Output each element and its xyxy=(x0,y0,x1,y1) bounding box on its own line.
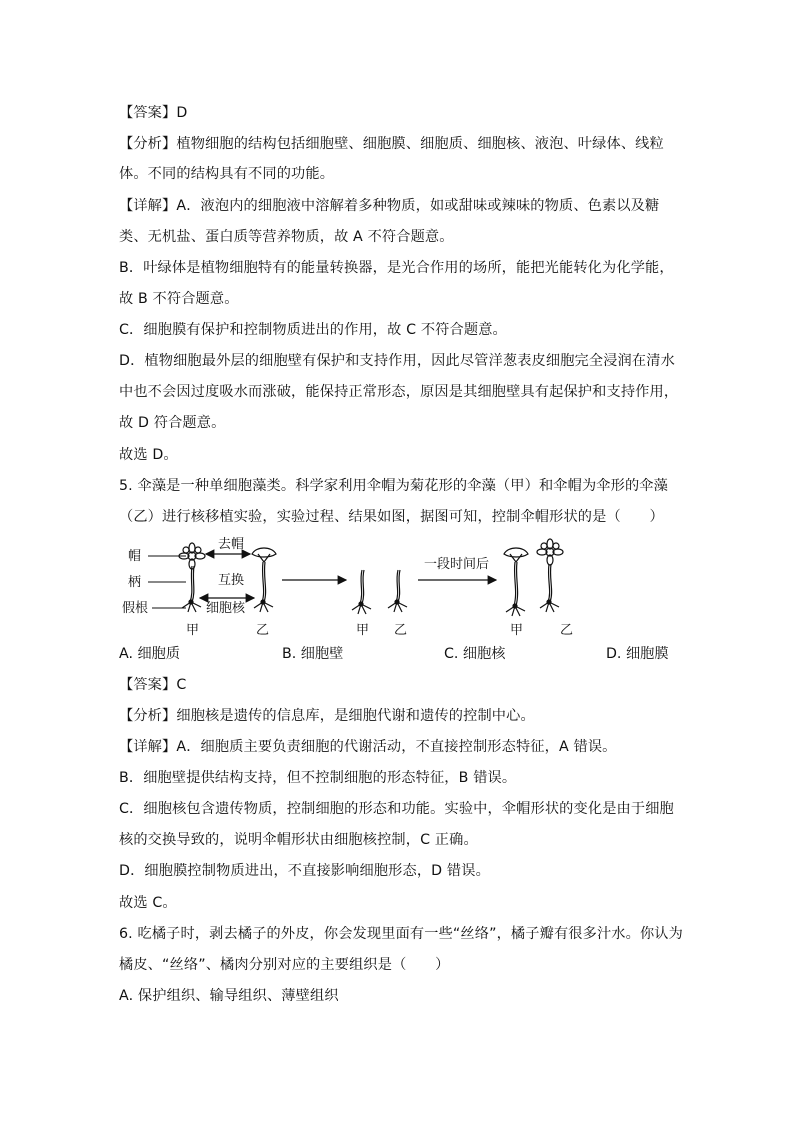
q5-option-a: A. 细胞质 xyxy=(119,646,181,662)
q4-detail-line-8: 故 D 符合题意。 xyxy=(119,415,226,431)
q4-analysis-line-1: 【分析】植物细胞的结构包括细胞壁、细胞膜、细胞质、细胞核、液泡、叶绿体、线粒 xyxy=(119,136,664,152)
q4-detail-line-3: B．叶绿体是植物细胞特有的能量转换器，是光合作用的场所，能把光能转化为化学能， xyxy=(119,260,674,276)
q5-detail-line-4: 核的交换导致的，说明伞帽形状由细胞核控制，C 正确。 xyxy=(119,832,478,848)
q4-detail-line-7: 中也不会因过度吸水而涨破，能保持正常形态，原因是其细胞壁具有起保护和支持作用， xyxy=(119,384,679,400)
q5-detail-line-1: 【详解】A．细胞质主要负责细胞的代谢活动，不直接控制形态特征，A 错误。 xyxy=(119,739,617,755)
algae-yi-original xyxy=(252,548,276,612)
algae-jia-result xyxy=(504,548,528,616)
q4-analysis-line-2: 体。不同的结构具有不同的功能。 xyxy=(119,166,335,182)
label-jia-3: 甲 xyxy=(510,623,524,638)
q5-detail-line-2: B．细胞壁提供结构支持，但不控制细胞的形态特征，B 错误。 xyxy=(119,770,517,786)
label-remove-cap: 去帽 xyxy=(218,537,245,552)
q5-stem-line-1: 5. 伞藻是一种单细胞藻类。科学家利用伞帽为菊花形的伞藻（甲）和伞帽为伞形的伞藻 xyxy=(119,478,668,494)
q6-option-a: A. 保护组织、输导组织、薄壁组织 xyxy=(119,988,339,1004)
q5-detail-line-5: D．细胞膜控制物质进出，不直接影响细胞形态，D 错误。 xyxy=(119,863,490,879)
q4-detail-line-2: 类、无机盐、蛋白质等营养物质，故 A 不符合题意。 xyxy=(119,229,454,245)
q4-detail-line-5: C．细胞膜有保护和控制物质进出的作用，故 C 不符合题意。 xyxy=(119,322,507,338)
label-jia-1: 甲 xyxy=(186,623,200,638)
label-cap: 帽 xyxy=(128,549,142,564)
algae-jia-original xyxy=(179,543,205,612)
q6-stem-line-2: 橘皮、“丝络”、橘肉分别对应的主要组织是（ ） xyxy=(119,957,450,973)
label-swap: 互换 xyxy=(218,573,245,588)
label-yi-3: 乙 xyxy=(560,623,574,638)
algae-yi-capless xyxy=(388,570,407,612)
label-yi-2: 乙 xyxy=(394,623,408,638)
label-nucleus: 细胞核 xyxy=(206,601,246,616)
q5-analysis: 【分析】细胞核是遗传的信息库，是细胞代谢和遗传的控制中心。 xyxy=(119,708,535,724)
algae-jia-capless xyxy=(352,570,371,614)
q4-detail-line-1: 【详解】A．液泡内的细胞液中溶解着多种物质，如或甜味或辣味的物质、色素以及糖 xyxy=(119,198,660,214)
q5-option-d: D. 细胞膜 xyxy=(606,646,669,662)
q4-detail-line-4: 故 B 不符合题意。 xyxy=(119,291,239,307)
label-yi-1: 乙 xyxy=(256,623,270,638)
q5-stem-line-2: （乙）进行核移植实验，实验过程、结果如图，据图可知，控制伞帽形状的是（ ） xyxy=(119,509,664,525)
q5-option-b: B. 细胞壁 xyxy=(282,646,344,662)
label-rhizoid: 假根 xyxy=(122,601,149,616)
q4-detail-line-6: D．植物细胞最外层的细胞壁有保护和支持作用，因此尽管洋葱表皮细胞完全浸润在清水 xyxy=(119,353,675,369)
q4-answer: 【答案】D xyxy=(119,105,188,121)
q5-conclusion: 故选 C。 xyxy=(119,895,177,911)
q5-answer: 【答案】C xyxy=(119,677,187,693)
q5-detail-line-3: C．细胞核包含遗传物质，控制细胞的形态和功能。实验中，伞帽形状的变化是由于细胞 xyxy=(119,801,674,817)
label-after-time: 一段时间后 xyxy=(424,557,490,572)
label-stalk: 柄 xyxy=(128,575,142,590)
algae-yi-result xyxy=(537,539,563,612)
q6-stem-line-1: 6. 吃橘子时，剥去橘子的外皮，你会发现里面有一些“丝络”，橘子瓣有很多汁水。你认为 xyxy=(119,926,683,942)
label-jia-2: 甲 xyxy=(356,623,370,638)
q5-option-c: C. 细胞核 xyxy=(444,646,506,662)
umbrella-algae-figure xyxy=(118,536,598,638)
q4-conclusion: 故选 D。 xyxy=(119,447,178,463)
